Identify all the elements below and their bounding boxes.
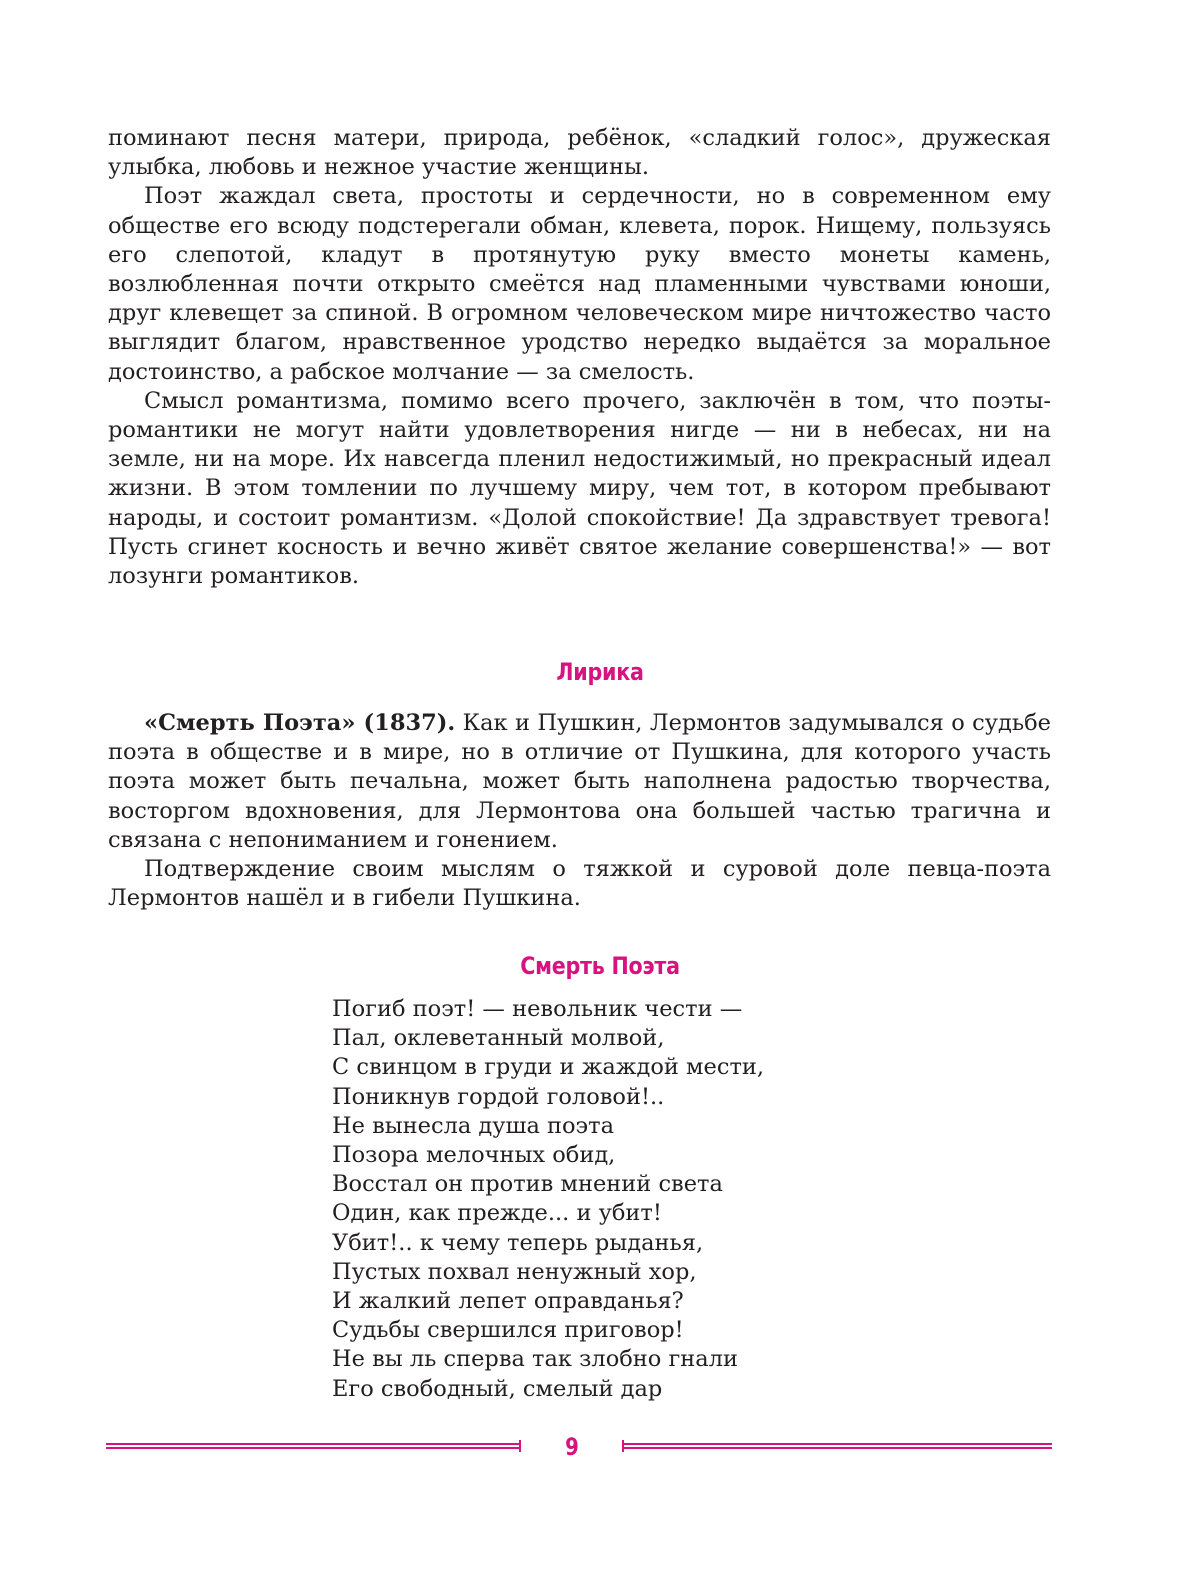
- section-heading-lyrics: Лирика: [556, 658, 644, 686]
- poem-line: Убит!.. к чему теперь рыданья,: [332, 1229, 704, 1256]
- section-paragraph-2: Подтверждение своим мыслям о тяжкой и суровой доле певца-поэта Лермонтов нашёл и в гибели Пушкина.: [108, 856, 1051, 912]
- poem-line: С свинцом в груди и жаждой мести,: [332, 1054, 765, 1081]
- section-text: [108, 709, 1051, 913]
- poem-line: Восстал он против мнений света: [332, 1171, 723, 1198]
- poem-line: Погиб поэт! — невольник чести —: [332, 996, 743, 1022]
- poem-line: Позора мелочных обид,: [332, 1142, 616, 1169]
- poem-line: Один, как прежде... и убит!: [332, 1200, 662, 1227]
- page-number: 9: [565, 1433, 579, 1461]
- poem-line: Поникнув гордой головой!..: [332, 1083, 665, 1110]
- poem-line: Не вы ль сперва так злобно гнали: [332, 1346, 738, 1373]
- poem-reference-bold: «Смерть Поэта» (1837).: [144, 710, 456, 736]
- poem-line: Его свободный, смелый дар: [332, 1375, 663, 1402]
- page-footer: [106, 1432, 1052, 1462]
- footer-rule-right: [622, 1443, 1052, 1449]
- footer-rule-left: [106, 1443, 520, 1449]
- intro-text: [108, 124, 1051, 591]
- poem-line: Пал, оклеветанный молвой,: [332, 1025, 665, 1052]
- poem-line: Судьбы свершился приговор!: [332, 1317, 684, 1344]
- section-paragraph-1: [108, 709, 1051, 855]
- poem-line: Пустых похвал ненужный хор,: [332, 1258, 697, 1285]
- intro-paragraph-1: поминают песня матери, природа, ребёнок, «сладкий голос», дружеская улыбка, любовь и нежное участие женщины.: [108, 125, 1051, 181]
- footer-tick-left: [519, 1440, 521, 1452]
- poem-title: Смерть Поэта: [520, 952, 680, 980]
- intro-paragraph-3: Смысл романтизма, помимо всего прочего, заключён в том, что поэты-романтики не могут найти удовлетворения нигде — ни в небесах, ни на земле, ни на море. Их навсегда пленил недостижимый, но прекрасный идеал жизни. В этом томлении по лучшему миру, чем тот, в котором пребывают народы, и состоит романтизм. «Долой спокойствие! Да здравствует тревога! Пусть сгинет косность и вечно живёт святое желание совершенства!» — вот лозунги романтиков.: [108, 387, 1051, 590]
- poem-body: [332, 995, 764, 1404]
- poem-line: Не вынесла душа поэта: [332, 1112, 615, 1139]
- intro-paragraph-2: Поэт жаждал света, простоты и сердечности, но в современном ему обществе его всюду подстерегали обман, клевета, порок. Нищему, пользуясь его слепотой, кладут в протянутую руку вместо монеты камень, возлюбленная почти открыто смеётся над пламенными чувствами юноши, друг клевещет за спиной. В огромном человеческом мире ничтожество часто выглядит благом, нравственное уродство нередко выдаётся за моральное достоинство, а рабское молчание — за смелость.: [108, 183, 1051, 385]
- poem-line: И жалкий лепет оправданья?: [332, 1288, 684, 1315]
- section-paragraph-1-text: Как и Пушкин, Лермонтов задумывался о судьбе поэта в обществе и в мире, но в отличие от Пушкина, для которого участь поэта может быть печальна, может быть наполнена радостью творчества, восторгом вдохновения, для Лермонтова она большей частью трагична и связана с непониманием и гонением.: [108, 710, 1051, 853]
